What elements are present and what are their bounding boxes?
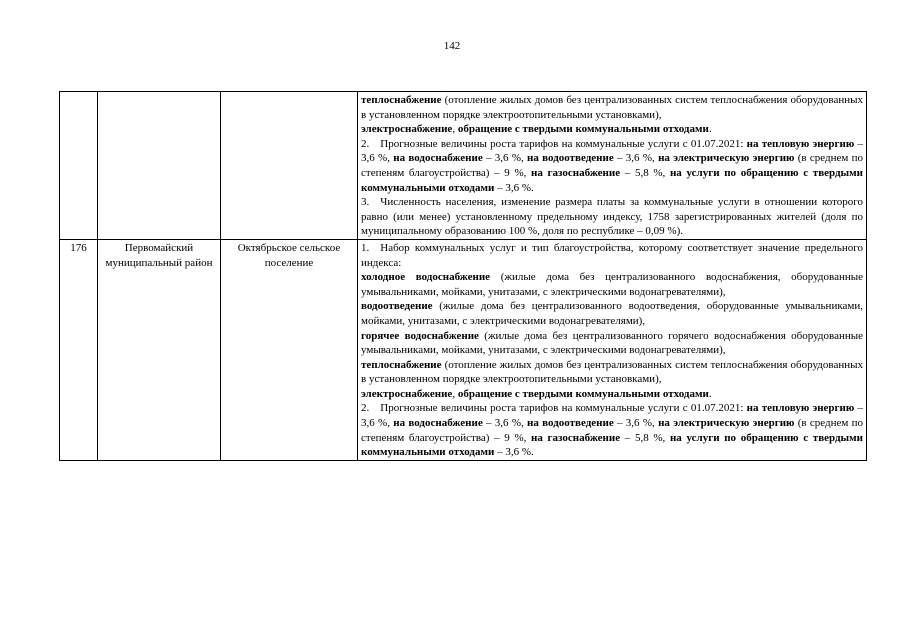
elec-waste-paragraph: электроснабжение, обращение с твердыми коммунальными отходами.	[361, 387, 712, 400]
population-paragraph: 3. Численность населения, изменение размера платы за коммунальные услуги в отношении которого равно (или менее) установленному предельному индексу, 1758 зарегистрированных жителей (доля по муниципальному образованию 100 %, доля по республике – 0,09 %).	[361, 196, 863, 238]
hot-water-paragraph: горячее водоснабжение (жилые дома без централизованного горячего водоснабжения оборудованные умывальниками, мойками, унитазами, с электрическими водонагревателями),	[361, 329, 863, 357]
district-cell	[98, 92, 221, 240]
row-number-cell: 176	[60, 239, 98, 460]
row-number-cell	[60, 92, 98, 240]
heat-label: теплоснабжение	[361, 94, 442, 106]
services-set-paragraph: 1. Набор коммунальных услуг и тип благоустройства, которому соответствует значение предельного индекса:	[361, 241, 863, 269]
settlement-cell	[221, 92, 358, 240]
heat-paragraph: теплоснабжение (отопление жилых домов без централизованных систем теплоснабжения оборудованных в установленном порядке электроотопительными установками),	[361, 358, 863, 386]
tariff-forecast-paragraph: 2. Прогнозные величины роста тарифов на коммунальные услуги с 01.07.2021: на тепловую энергию – 3,6 %, на водоснабжение – 3,6 %, на водоотведение – 3,6 %, на электрическую энергию (в среднем по степеням благоустройства) – 9 %, на газоснабжение – 5,8 %, на услуги по обращению с твердыми коммунальными отходами – 3,6 %.	[361, 137, 863, 194]
cold-water-paragraph: холодное водоснабжение (жилые дома без централизованного водоснабжения, оборудованные умывальниками, мойками, унитазами, с электрическими водонагревателями),	[361, 271, 863, 298]
description-cell	[358, 239, 867, 460]
heat-paragraph: теплоснабжение (отопление жилых домов без централизованных систем теплоснабжения оборудованных в установленном порядке электроотопительными установками),	[361, 94, 863, 121]
table-row-176	[60, 239, 867, 460]
district-cell: Первомайский муниципальный район	[98, 239, 221, 460]
settlement-cell: Октябрьское сельское поселение	[221, 239, 358, 460]
drainage-paragraph: водоотведение (жилые дома без централизованного водоотведения, оборудованные умывальниками, мойками, унитазами, с электрическими водонагревателями),	[361, 300, 863, 327]
indices-table	[59, 91, 867, 461]
page-number: 142	[443, 40, 461, 52]
table-row-continuation	[60, 92, 867, 240]
elec-waste-paragraph: электроснабжение, обращение с твердыми коммунальными отходами.	[361, 123, 712, 136]
description-cell	[358, 92, 867, 240]
tariff-forecast-paragraph: 2. Прогнозные величины роста тарифов на коммунальные услуги с 01.07.2021: на тепловую энергию – 3,6 %, на водоснабжение – 3,6 %, на водоотведение – 3,6 %, на электрическую энергию (в среднем по степеням благоустройства) – 9 %, на газоснабжение – 5,8 %, на услуги по обращению с твердыми коммунальными отходами – 3,6 %.	[361, 402, 863, 459]
